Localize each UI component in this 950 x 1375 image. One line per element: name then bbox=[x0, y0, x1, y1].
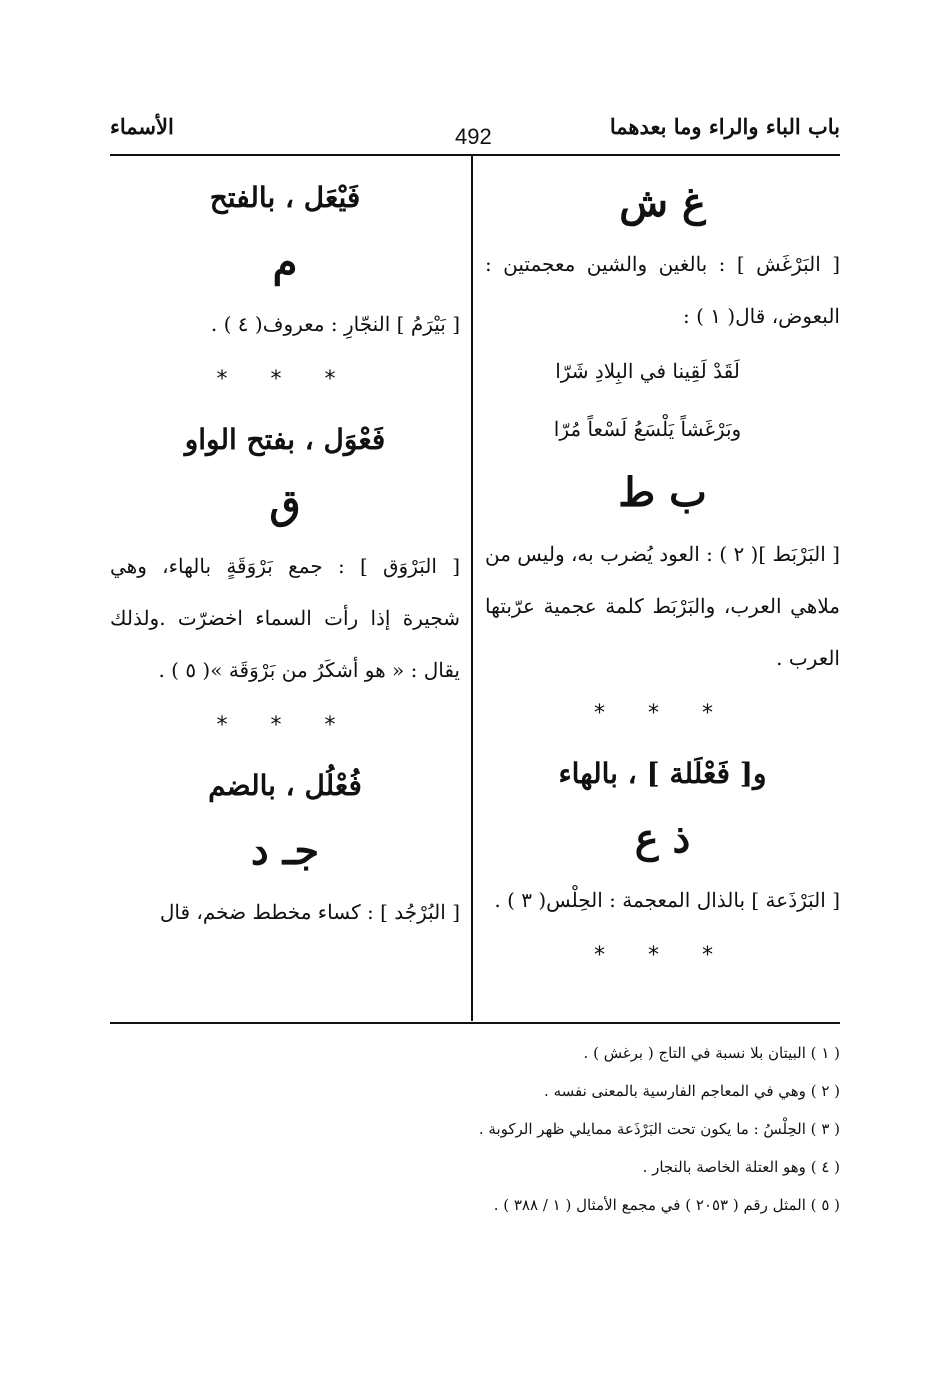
left-column bbox=[110, 168, 460, 938]
root-heading-dhal-ain: ذ ع bbox=[634, 815, 691, 862]
entry-bardhaa: [ البَرْذَعة ] بالذال المعجمة : الحِلْس( ٣ ) . bbox=[494, 888, 840, 912]
root-heading-qaf: ق bbox=[269, 481, 301, 528]
verse-line-1: لَقَدْ لَقِينا في البِلادِ شَرّا bbox=[555, 359, 740, 383]
section-separator: * * * bbox=[216, 367, 354, 392]
entry-barbat: [ البَرْبَط ]( ٢ ) : العود يُضرب به، وليس من ملاهي العرب، والبَرْبَط كلمة عجمية عرّبتها العرب . bbox=[485, 542, 840, 670]
footnote-3: ( ٣ ) الحِلْسُ : ما يكون تحت البَرْذَعة ممايلي ظهر الركوبة . bbox=[478, 1120, 840, 1138]
section-separator: * * * bbox=[594, 701, 731, 726]
entry-burjud: [ البُرْجُد ] : كساء مخطط ضخم، قال bbox=[159, 900, 460, 924]
footnotes bbox=[110, 1034, 840, 1224]
right-column bbox=[485, 168, 840, 986]
pattern-heading-fulul: فُعْلُل ، بالضم bbox=[208, 769, 362, 802]
section-separator: * * * bbox=[594, 943, 731, 968]
page-header bbox=[110, 110, 840, 150]
root-heading-ghain-shin: غ ش bbox=[619, 179, 706, 226]
section-title: الأسماء bbox=[110, 114, 174, 139]
root-heading-jim-dal: جـ د bbox=[250, 827, 320, 874]
footnote-rule bbox=[110, 1022, 840, 1024]
header-rule bbox=[110, 154, 840, 156]
entry-barwaq: [ البَرْوَق ] : جمع بَرْوَقَةٍ بالهاء، وهي شجيرة إذا رأت السماء اخضرّت .ولذلك يقال : « هو أشكَرُ من بَرْوَقَة »( ٥ ) . bbox=[110, 554, 460, 682]
chapter-title: باب الباء والراء وما بعدهما bbox=[609, 114, 840, 139]
footnote-4: ( ٤ ) وهو العتلة الخاصة بالنجار . bbox=[642, 1158, 840, 1176]
pattern-heading-falala: و[ فَعْلَلة ] ، بالهاء bbox=[558, 757, 767, 790]
verse-line-2: وبَرْغَشاً يَلْسَعُ لَسْعاً مُرّا bbox=[553, 417, 742, 441]
entry-barghash: [ البَرْغَش ] : بالغين والشين معجمتين : البعوض، قال( ١ ) : bbox=[485, 252, 840, 328]
root-heading-mim: م bbox=[272, 239, 298, 286]
column-divider bbox=[471, 156, 473, 1021]
footnote-1: ( ١ ) البيتان بلا نسبة في التاج ( برغش ) . bbox=[583, 1044, 840, 1062]
root-heading-ba-ta: ب ط bbox=[618, 469, 707, 516]
footnote-2: ( ٢ ) وهي في المعاجم الفارسية بالمعنى نفسه . bbox=[544, 1082, 840, 1100]
footnote-5: ( ٥ ) المثل رقم ( ٢٠٥٣ ) في مجمع الأمثال ( ١ / ٣٨٨ ) . bbox=[493, 1196, 840, 1214]
section-separator: * * * bbox=[216, 713, 354, 738]
pattern-heading-fawal: فَعْوَل ، بفتح الواو bbox=[184, 423, 386, 456]
entry-bayram: [ بَيْرَمُ ] النجّارِ : معروف( ٤ ) . bbox=[210, 312, 460, 336]
page-number: 492 bbox=[455, 124, 492, 149]
pattern-heading-fayal: فَيْعَل ، بالفتح bbox=[209, 181, 361, 214]
